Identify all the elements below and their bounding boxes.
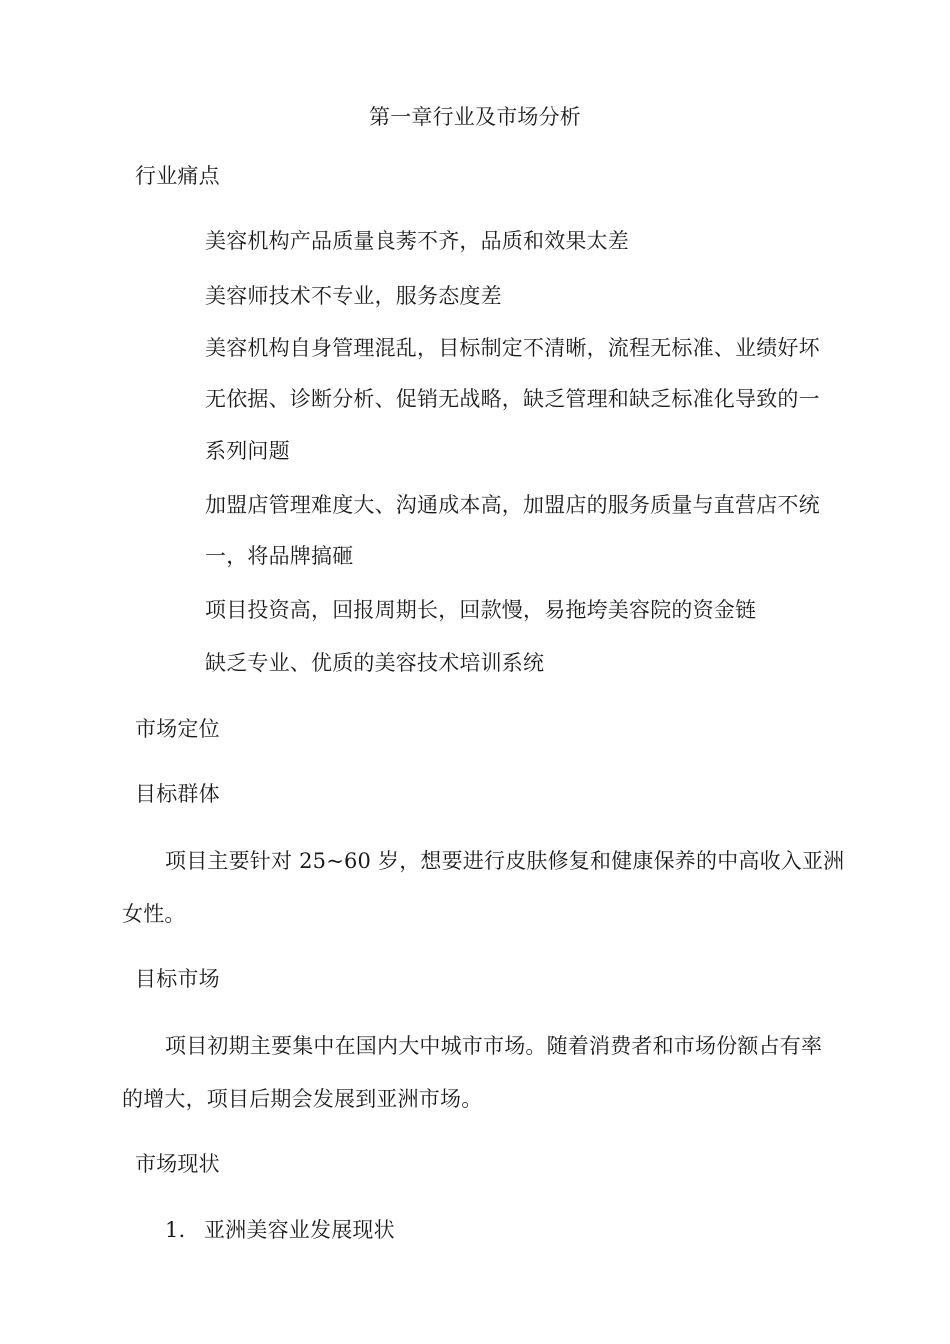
pain-point-line: 一，将品牌搞砸 [205, 544, 354, 568]
pain-point-line: 系列问题 [205, 439, 290, 463]
heading-market-status: 市场现状 [135, 1152, 220, 1176]
target-market-paragraph-line: 的增大，项目后期会发展到亚洲市场。 [122, 1087, 483, 1111]
list-item-text: 亚洲美容业发展现状 [204, 1218, 395, 1242]
pain-point-line: 加盟店管理难度大、沟通成本高，加盟店的服务质量与直营店不统 [205, 493, 820, 517]
heading-positioning: 市场定位 [135, 717, 220, 741]
heading-target-market: 目标市场 [135, 967, 220, 991]
pain-point-line: 美容机构产品质量良莠不齐，品质和效果太差 [205, 229, 629, 253]
heading-pain-points: 行业痛点 [135, 164, 220, 188]
pain-point-line: 美容师技术不专业，服务态度差 [205, 284, 502, 308]
list-item-number: 1. [165, 1218, 186, 1242]
target-group-paragraph-line: 女性。 [122, 902, 186, 926]
pain-point-line: 无依据、诊断分析、促销无战略，缺乏管理和缺乏标准化导致的一 [205, 387, 820, 411]
pain-point-line: 缺乏专业、优质的美容技术培训系统 [205, 651, 545, 675]
target-group-paragraph-line: 项目主要针对 25~60 岁，想要进行皮肤修复和健康保养的中高收入亚洲 [165, 849, 845, 873]
pain-point-line: 项目投资高，回报周期长，回款慢，易拖垮美容院的资金链 [205, 598, 757, 622]
pain-point-line: 美容机构自身管理混乱，目标制定不清晰，流程无标准、业绩好坏 [205, 336, 820, 360]
target-market-paragraph-line: 项目初期主要集中在国内大中城市市场。随着消费者和市场份额占有率 [165, 1034, 823, 1058]
chapter-title: 第一章行业及市场分析 [369, 105, 581, 129]
heading-target-group: 目标群体 [135, 782, 220, 806]
